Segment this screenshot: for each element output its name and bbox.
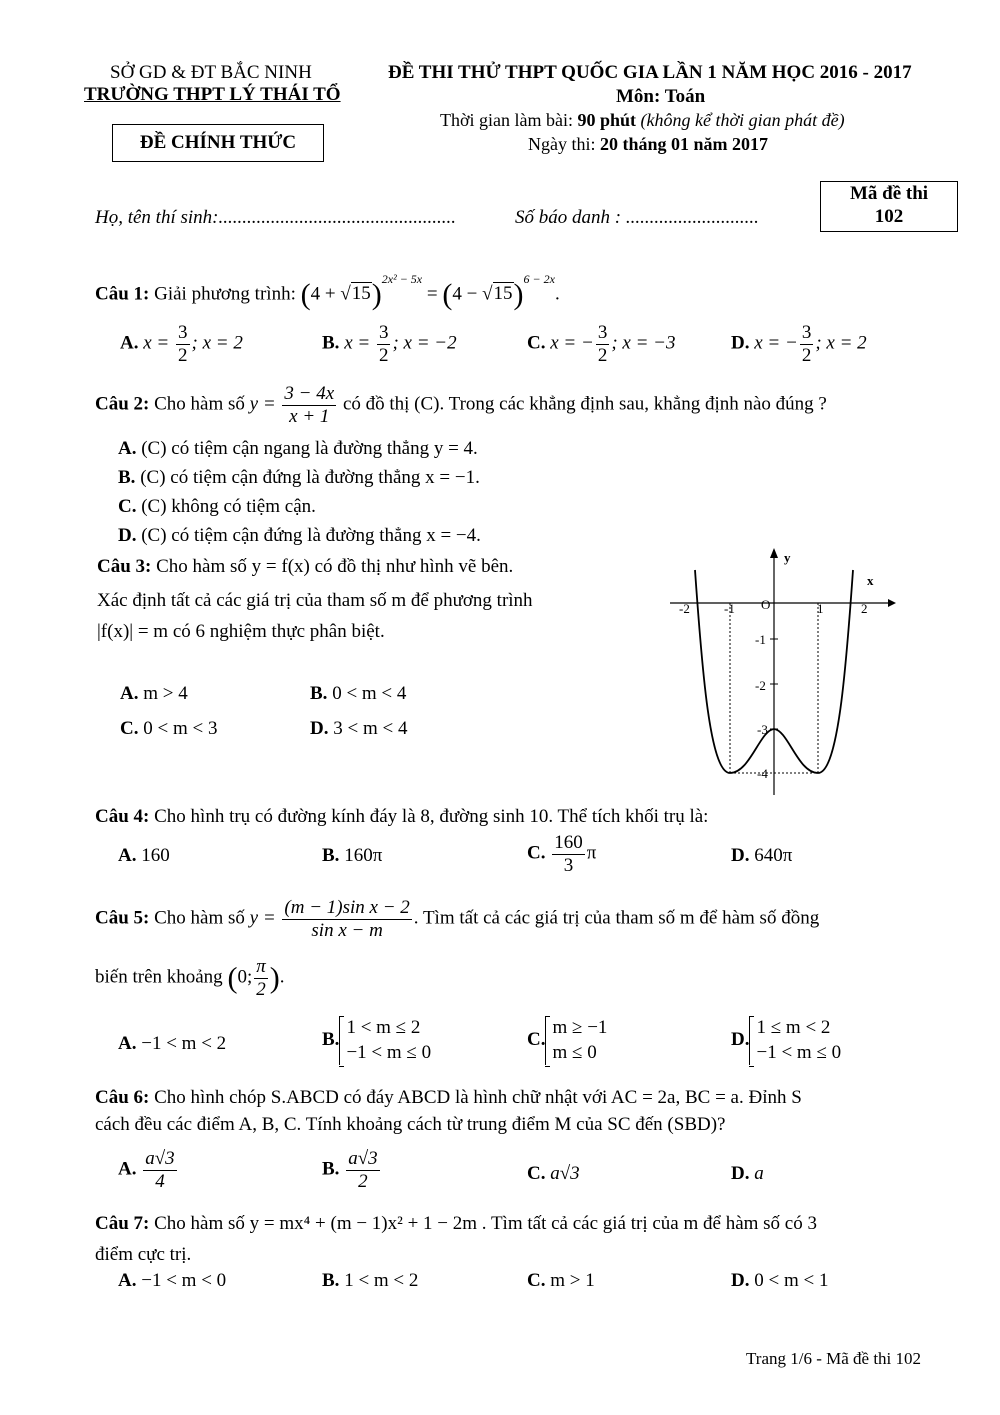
option-letter: C. — [527, 842, 546, 864]
question-6-text: Cho hình chóp S.ABCD có đáy ABCD là hình chữ nhật với AC = 2a, BC = a. Đỉnh S — [154, 1087, 802, 1108]
question-7-text: Cho hàm số y = mx⁴ + (m − 1)x² + 1 − 2m . Tìm tất cả các giá trị của m để hàm số có 3 — [154, 1213, 817, 1234]
case-row: 1 ≤ m < 2 — [756, 1017, 831, 1038]
case-row: −1 < m ≤ 0 — [346, 1041, 432, 1063]
duration-note: (không kể thời gian phát đề) — [636, 110, 845, 130]
option-letter: B. — [322, 845, 340, 866]
case-system — [749, 1016, 841, 1065]
question-5-text-post: . Tìm tất cả các giá trị của tham số m để hàm số đồng — [413, 907, 820, 929]
q2-option-c[interactable] — [118, 496, 316, 518]
question-2-label: Câu 2: — [95, 393, 150, 415]
y-axis-label: y — [784, 550, 791, 565]
q1-end: . — [554, 283, 560, 305]
option-letter: D. — [118, 525, 137, 546]
option-letter: D. — [731, 845, 750, 866]
question-2-text-post: có đồ thị (C). Trong các khẳng định sau, khẳng định nào đúng ? — [342, 393, 827, 415]
option-text: 160 — [141, 845, 170, 866]
fraction — [254, 956, 268, 1001]
q5-option-a[interactable] — [118, 1033, 226, 1055]
x-tick-label: -2 — [679, 601, 690, 616]
frac-den: sin x − m — [311, 919, 383, 941]
fraction — [176, 322, 190, 367]
q6-option-c[interactable] — [527, 1163, 580, 1185]
student-name-field[interactable]: Họ, tên thí sinh:.................................................. — [95, 207, 456, 228]
interval-start: 0; — [237, 966, 253, 988]
option-tail: ; x = −2 — [392, 332, 457, 354]
y-tick-label: -2 — [755, 678, 766, 693]
sqrt-sign: √ — [482, 283, 493, 305]
q4-option-a[interactable] — [118, 845, 170, 867]
q6-option-b[interactable] — [322, 1148, 382, 1193]
frac-num: a√3 — [145, 1148, 175, 1169]
paren: ) — [513, 278, 524, 311]
q6-option-a[interactable] — [118, 1148, 179, 1193]
q7-option-a[interactable] — [118, 1270, 226, 1292]
interval-end: . — [279, 966, 285, 988]
frac-num: 3 − 4x — [284, 383, 335, 404]
option-letter: C. — [120, 718, 139, 739]
y-tick-label: -4 — [757, 766, 768, 781]
question-4-text: Cho hình trụ có đường kính đáy là 8, đường sinh 10. Thể tích khối trụ là: — [154, 806, 709, 827]
x-tick-label: -1 — [724, 601, 735, 616]
q7-option-c[interactable] — [527, 1270, 595, 1292]
question-3-text: Cho hàm số y = f(x) có đồ thị như hình vẽ bên. — [156, 556, 514, 577]
frac-den: 4 — [155, 1170, 165, 1192]
option-x: x = — [143, 332, 174, 354]
paren: ) — [269, 961, 280, 995]
fraction — [377, 322, 391, 367]
frac-den: 2 — [178, 344, 188, 366]
frac-den: 2 — [358, 1170, 368, 1192]
option-letter: C. — [527, 1163, 546, 1184]
q3-option-c[interactable] — [120, 718, 217, 740]
frac-den: 2 — [378, 344, 389, 366]
option-letter: D. — [731, 1163, 750, 1184]
option-text: 0 < m < 4 — [332, 683, 407, 704]
option-text: m > 1 — [550, 1270, 595, 1291]
frac-num: 3 — [801, 322, 812, 343]
x-axis-label: x — [867, 573, 874, 588]
option-letter: A. — [118, 1270, 137, 1291]
frac-num: 3 — [178, 322, 188, 343]
q4-option-b[interactable] — [322, 845, 382, 867]
exam-title: ĐỀ THI THỬ THPT QUỐC GIA LẦN 1 NĂM HỌC 2016 - 2017 — [388, 62, 912, 83]
frac-num: a√3 — [348, 1148, 378, 1169]
case-row: m ≤ 0 — [552, 1041, 597, 1063]
exam-code-box — [820, 181, 958, 232]
option-letter: B. — [322, 1270, 340, 1291]
option-letter: C. — [527, 332, 546, 354]
frac-num: (m − 1)sin x − 2 — [284, 897, 410, 918]
question-6-line2: cách đều các điểm A, B, C. Tính khoảng cách từ trung điểm M của SC đến (SBD)? — [95, 1114, 726, 1135]
q7-option-b[interactable] — [322, 1270, 418, 1292]
case-system — [545, 1016, 607, 1065]
option-text: 640π — [754, 845, 793, 866]
fraction — [596, 322, 610, 367]
duration-prefix: Thời gian làm bài: — [440, 110, 578, 130]
option-text: 0 < m < 1 — [754, 1270, 829, 1291]
question-5-line2 — [95, 956, 285, 1001]
q1-base-right: 4 − — [452, 283, 483, 305]
date-prefix: Ngày thi: — [528, 134, 600, 154]
q1-option-b[interactable] — [322, 322, 457, 367]
q4-option-d[interactable] — [731, 845, 792, 867]
question-6-label: Câu 6: — [95, 1087, 150, 1108]
option-letter: C. — [527, 1029, 546, 1051]
case-row: m ≥ −1 — [552, 1017, 608, 1038]
frac-num: 160 — [554, 832, 583, 853]
option-text: 3 < m < 4 — [333, 718, 408, 739]
option-x: x = − — [550, 332, 594, 354]
question-5-text-pre: Cho hàm số — [154, 907, 245, 929]
option-text: 1 < m < 2 — [344, 1270, 419, 1291]
y-tick-label: -3 — [757, 722, 768, 737]
fraction — [282, 383, 336, 428]
option-letter: A. — [118, 1033, 137, 1054]
q2-option-a[interactable] — [118, 438, 478, 460]
paren: ( — [442, 278, 453, 311]
exam-code-label: Mã đề thi — [849, 183, 929, 204]
option-letter: A. — [118, 1158, 137, 1180]
option-x: x = — [344, 332, 375, 354]
option-letter: A. — [118, 438, 137, 459]
frac-num: 3 — [597, 322, 608, 343]
x-tick-label: 2 — [861, 601, 868, 616]
x-axis-arrow — [888, 599, 896, 607]
q7-option-d[interactable] — [731, 1270, 828, 1292]
subject: Môn: Toán — [616, 86, 706, 107]
option-letter: A. — [118, 845, 137, 866]
function-graph — [660, 540, 900, 800]
question-7-label: Câu 7: — [95, 1213, 150, 1234]
option-letter: D. — [731, 332, 750, 354]
q2-option-b[interactable] — [118, 467, 480, 489]
q1-exp-left: 2x² − 5x — [381, 272, 423, 287]
option-letter: A. — [120, 332, 139, 354]
sqrt-sign: √ — [340, 283, 351, 305]
option-letter: A. — [120, 683, 139, 704]
q1-option-a[interactable] — [120, 322, 243, 367]
question-1 — [95, 272, 560, 312]
frac-den: 2 — [801, 344, 812, 366]
option-text: −1 < m < 2 — [141, 1033, 227, 1054]
q5-option-b[interactable] — [322, 1016, 431, 1065]
q3-option-b[interactable] — [310, 683, 406, 705]
q1-root-right: 15 — [493, 283, 513, 305]
option-letter: B. — [310, 683, 328, 704]
option-tail: ; x = 2 — [815, 332, 867, 354]
q1-eq: = — [422, 283, 443, 305]
case-row: −1 < m ≤ 0 — [756, 1041, 842, 1063]
option-letter: B. — [322, 332, 340, 354]
q6-option-d[interactable] — [731, 1163, 764, 1185]
paren: ( — [300, 278, 311, 311]
q4-option-c[interactable] — [527, 832, 596, 877]
question-2-text-pre: Cho hàm số — [154, 393, 245, 415]
option-tail: ; x = −3 — [611, 332, 676, 354]
option-tail: ; x = 2 — [191, 332, 243, 354]
paren: ) — [371, 278, 382, 311]
q1-option-d[interactable] — [731, 322, 867, 367]
duration-line — [440, 110, 845, 131]
option-letter: B. — [322, 1029, 340, 1051]
q5-option-d[interactable] — [731, 1016, 841, 1065]
paren: ( — [227, 961, 238, 995]
fraction — [346, 1148, 379, 1193]
option-x: x = − — [754, 332, 798, 354]
frac-den: 2 — [597, 344, 608, 366]
question-5-label: Câu 5: — [95, 907, 150, 929]
q3-option-a[interactable] — [120, 683, 188, 705]
option-text: 0 < m < 3 — [143, 718, 218, 739]
question-4-label: Câu 4: — [95, 806, 150, 827]
page-footer: Trang 1/6 - Mã đề thi 102 — [746, 1349, 922, 1368]
option-text: (C) không có tiệm cận. — [141, 496, 316, 517]
frac-den: 2 — [256, 978, 266, 1000]
option-text: (C) có tiệm cận đứng là đường thẳng x = −1. — [140, 467, 480, 488]
question-3-line1 — [97, 556, 513, 578]
option-letter: C. — [118, 496, 137, 517]
frac-num: 3 — [378, 322, 389, 343]
q1-exp-right: 6 − 2x — [523, 272, 555, 287]
q2-y-eq: y = — [249, 393, 281, 415]
option-text: m > 4 — [143, 683, 188, 704]
origin-label: O — [761, 597, 771, 612]
option-tail: π — [586, 842, 597, 864]
option-letter: B. — [118, 467, 136, 488]
date-line — [528, 134, 768, 155]
q2-option-d[interactable] — [118, 525, 481, 547]
frac-den: x + 1 — [289, 405, 330, 427]
question-3-line3: |f(x)| = m có 6 nghiệm thực phân biệt. — [97, 621, 385, 642]
option-letter: B. — [322, 1158, 340, 1180]
school-name: TRƯỜNG THPT LÝ THÁI TỔ — [84, 84, 341, 105]
q5-option-c[interactable] — [527, 1016, 607, 1065]
option-letter: C. — [527, 1270, 546, 1291]
option-text: −1 < m < 0 — [141, 1270, 227, 1291]
frac-den: 3 — [563, 854, 574, 876]
duration-value: 90 phút — [577, 110, 637, 130]
q1-base-left: 4 + — [310, 283, 341, 305]
department: SỞ GD & ĐT BẮC NINH — [110, 62, 312, 83]
q5-y-eq: y = — [249, 907, 281, 929]
question-5 — [95, 897, 819, 942]
x-tick-label: 1 — [817, 601, 824, 616]
exam-code-value: 102 — [874, 206, 904, 227]
question-3-label: Câu 3: — [97, 556, 152, 577]
question-7-line2: điểm cực trị. — [95, 1244, 192, 1265]
student-id-field[interactable]: Số báo danh : ............................ — [515, 207, 759, 228]
option-letter: D. — [310, 718, 329, 739]
case-row: 1 < m ≤ 2 — [346, 1017, 421, 1038]
official-label: ĐỀ CHÍNH THỨC — [112, 124, 324, 162]
question-3-line2: Xác định tất cả các giá trị của tham số m để phương trình — [97, 590, 533, 611]
frac-num: π — [256, 956, 266, 977]
question-5-line2-text: biến trên khoảng — [95, 966, 223, 988]
option-text: 160π — [344, 845, 383, 866]
option-text: (C) có tiệm cận ngang là đường thẳng y = 4. — [141, 438, 478, 459]
q1-root-left: 15 — [351, 283, 371, 305]
y-axis-arrow — [770, 548, 778, 558]
fraction — [143, 1148, 176, 1193]
date-value: 20 tháng 01 năm 2017 — [600, 134, 769, 154]
option-text: (C) có tiệm cận đứng là đường thẳng x = −4. — [141, 525, 481, 546]
question-2 — [95, 383, 827, 428]
q3-option-d[interactable] — [310, 718, 407, 740]
option-letter: D. — [731, 1270, 750, 1291]
question-1-text: Giải phương trình: — [154, 283, 296, 305]
question-7-line1 — [95, 1213, 817, 1235]
option-letter: D. — [731, 1029, 750, 1051]
fraction — [282, 897, 411, 942]
option-text: a — [754, 1163, 764, 1184]
fraction — [552, 832, 585, 877]
question-4 — [95, 806, 708, 828]
case-system — [339, 1016, 431, 1065]
q1-option-c[interactable] — [527, 322, 675, 367]
question-6-line1 — [95, 1087, 802, 1109]
y-tick-label: -1 — [755, 632, 766, 647]
question-1-label: Câu 1: — [95, 283, 150, 305]
option-text: a√3 — [550, 1163, 580, 1184]
fraction — [800, 322, 814, 367]
